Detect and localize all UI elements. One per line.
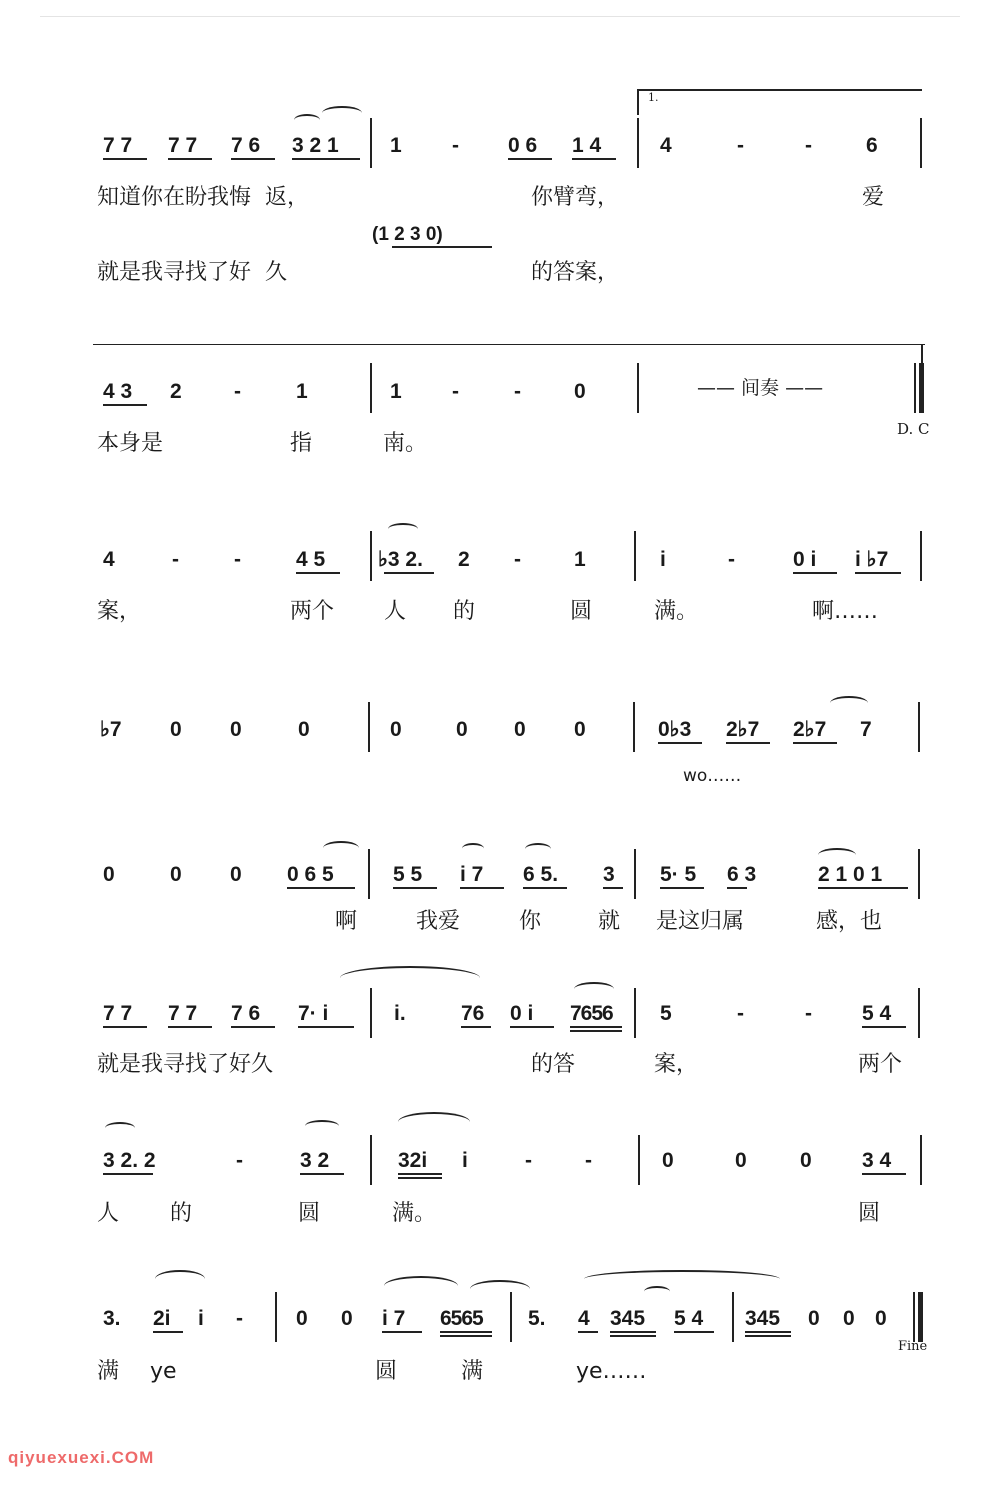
lyric: 本身是	[97, 431, 164, 456]
beam	[300, 1173, 344, 1175]
note: 3	[603, 863, 615, 886]
note: 5	[660, 1002, 672, 1025]
note-group: 7 7	[168, 1002, 198, 1025]
lyric: 圆	[570, 599, 593, 624]
note-group: 4 5	[296, 548, 326, 571]
beam	[660, 887, 704, 889]
note-group: i 7	[460, 863, 484, 886]
slur	[574, 982, 614, 996]
lyric: 我爱	[416, 909, 461, 934]
beam	[862, 1173, 906, 1175]
note: -	[236, 1149, 243, 1172]
beam	[578, 1331, 598, 1333]
note: -	[805, 1002, 812, 1025]
slur	[294, 114, 320, 126]
barline	[634, 849, 636, 899]
beam	[440, 1331, 492, 1333]
note-group: 3 2	[300, 1149, 330, 1172]
note: -	[452, 380, 459, 403]
beam	[287, 887, 355, 889]
lyric: 你臂弯，	[531, 185, 620, 210]
note: 2	[170, 380, 182, 403]
lyric: 啊……	[812, 599, 879, 624]
note: 0	[298, 718, 310, 741]
note-group: 7 7	[103, 1002, 133, 1025]
beam	[103, 158, 147, 160]
alt-notes: (1 2 3 0)	[372, 224, 443, 245]
note: 0	[230, 718, 242, 741]
note: 1	[296, 380, 308, 403]
note: 0	[296, 1307, 308, 1330]
note-group: 7 7	[103, 134, 133, 157]
note-group: i 7	[382, 1307, 406, 1330]
beam	[508, 158, 552, 160]
note: 0	[456, 718, 468, 741]
note-group: 7 6	[231, 1002, 261, 1025]
lyric: 案，	[97, 599, 142, 624]
note: 2	[458, 548, 470, 571]
note: -	[234, 380, 241, 403]
note: 0	[103, 863, 115, 886]
lyric: ye……	[576, 1359, 647, 1384]
barline	[920, 531, 922, 581]
final-barline	[918, 1292, 923, 1342]
note: -	[525, 1149, 532, 1172]
note-group: 7· i	[298, 1002, 329, 1025]
note: i	[660, 548, 666, 571]
note: -	[805, 134, 812, 157]
lyric: 圆	[298, 1201, 321, 1226]
lyric: 爱	[862, 185, 885, 210]
slur	[305, 1120, 339, 1132]
note: 4	[578, 1307, 590, 1330]
barline	[637, 118, 639, 168]
note-group: 7656	[570, 1002, 613, 1025]
beam	[231, 1026, 275, 1028]
note: 0	[230, 863, 242, 886]
slur	[584, 1270, 780, 1288]
slur	[462, 843, 484, 854]
lyric: 指	[290, 431, 313, 456]
slur	[830, 696, 868, 710]
barline	[370, 1135, 372, 1185]
note-group: i ♭7	[855, 548, 889, 571]
lyric: 就是我寻找了好 久	[97, 260, 287, 285]
note-group: 6565	[440, 1307, 483, 1330]
beam	[855, 572, 901, 574]
barline	[918, 849, 920, 899]
note: 0	[574, 718, 586, 741]
note: 0	[843, 1307, 855, 1330]
beam	[610, 1331, 656, 1333]
lyric: 知道你在盼我悔 返，	[97, 185, 309, 210]
beam	[460, 887, 504, 889]
beam	[103, 404, 147, 406]
note: 0	[662, 1149, 674, 1172]
note-group: 5 4	[862, 1002, 892, 1025]
beam	[658, 742, 702, 744]
slur	[644, 1286, 670, 1297]
note: 0	[875, 1307, 887, 1330]
note: 0	[341, 1307, 353, 1330]
note: 0	[800, 1149, 812, 1172]
note-group: 1 4	[572, 134, 602, 157]
note: -	[452, 134, 459, 157]
note-group: 2 1 0 1	[818, 863, 883, 886]
note-group: 0 i	[510, 1002, 534, 1025]
system-separator	[93, 344, 925, 345]
beam	[727, 887, 747, 889]
beam	[103, 1026, 147, 1028]
barline	[913, 1292, 915, 1342]
note: ♭7	[100, 718, 122, 741]
lyric: 感，也	[816, 909, 883, 934]
note: 1	[574, 548, 586, 571]
note-group: 345	[610, 1307, 646, 1330]
note: -	[514, 548, 521, 571]
beam	[523, 887, 567, 889]
note-group: 3 2. 2	[103, 1149, 156, 1172]
beam	[382, 1331, 422, 1333]
volta-bracket	[637, 89, 639, 115]
beam	[818, 887, 908, 889]
beam	[461, 1026, 491, 1028]
beam	[603, 887, 623, 889]
beam	[745, 1331, 791, 1333]
barline	[634, 531, 636, 581]
lyric: 案，	[654, 1052, 699, 1077]
lyric: 满	[461, 1359, 484, 1384]
beam	[392, 246, 492, 248]
beam	[674, 1331, 714, 1333]
barline	[637, 363, 639, 413]
note: -	[728, 548, 735, 571]
lyric: 的	[170, 1201, 193, 1226]
beam	[398, 1177, 442, 1179]
lyric: 满。	[392, 1201, 437, 1226]
note: -	[172, 548, 179, 571]
final-barline	[919, 363, 924, 413]
note: i	[462, 1149, 468, 1172]
note-group: 3 4	[862, 1149, 892, 1172]
lyric: 的答	[531, 1052, 576, 1077]
lyric: 两个	[858, 1052, 903, 1077]
barline	[370, 531, 372, 581]
note: 0	[735, 1149, 747, 1172]
note: 5.	[528, 1307, 546, 1330]
lyric: wo……	[683, 766, 742, 786]
barline	[918, 702, 920, 752]
lyric: 的答案，	[531, 260, 620, 285]
beam	[153, 1331, 183, 1333]
note-group: 32i	[398, 1149, 428, 1172]
lyric: 人	[97, 1201, 120, 1226]
note: -	[737, 1002, 744, 1025]
top-rule	[40, 16, 960, 17]
barline	[510, 1292, 512, 1342]
slur	[525, 843, 551, 855]
note-group: 76	[461, 1002, 485, 1025]
slur	[818, 848, 856, 862]
barline	[368, 849, 370, 899]
lyric: 圆	[858, 1201, 881, 1226]
volta-bracket-line	[637, 89, 922, 91]
note: -	[585, 1149, 592, 1172]
fine-marking: Fine	[898, 1339, 928, 1354]
beam	[292, 158, 360, 160]
beam	[296, 572, 340, 574]
lyric: 啊	[335, 909, 358, 934]
slur	[323, 841, 359, 855]
lyric: 圆	[375, 1359, 398, 1384]
note: 3.	[103, 1307, 121, 1330]
slur	[340, 966, 480, 990]
note: 0	[170, 863, 182, 886]
slur	[470, 1280, 530, 1298]
beam	[862, 1026, 906, 1028]
note-group: 5 4	[674, 1307, 704, 1330]
note-group: 2i	[153, 1307, 171, 1330]
lyric: 就是我寻找了好久	[97, 1052, 274, 1077]
beam	[726, 742, 770, 744]
note-group: 5 5	[393, 863, 423, 886]
note-group: 0♭3	[658, 718, 692, 741]
beam	[168, 158, 212, 160]
note: 7	[860, 718, 872, 741]
beam	[384, 572, 434, 574]
barline	[920, 1135, 922, 1185]
note: 4	[660, 134, 672, 157]
note: i	[198, 1307, 204, 1330]
beam	[231, 158, 275, 160]
note-group: 6 3	[727, 863, 757, 886]
note-group: 7 7	[168, 134, 198, 157]
note: 0	[390, 718, 402, 741]
note: 0	[170, 718, 182, 741]
lyric: 满	[97, 1359, 120, 1384]
barline	[633, 702, 635, 752]
beam	[570, 1026, 622, 1028]
lyric: 满。	[654, 599, 699, 624]
note-group: 6 5.	[523, 863, 559, 886]
interlude-marking: —— 间奏 ——	[697, 377, 824, 399]
note-group: 0 6	[508, 134, 538, 157]
note: -	[236, 1307, 243, 1330]
beam	[298, 1026, 354, 1028]
note: -	[514, 380, 521, 403]
note: -	[234, 548, 241, 571]
barline	[370, 988, 372, 1038]
note-group: 0 6 5	[287, 863, 334, 886]
lyric: 的	[453, 599, 476, 624]
barline	[370, 118, 372, 168]
beam	[570, 1030, 622, 1032]
note-group: ♭3 2.	[378, 548, 423, 571]
beam	[398, 1173, 442, 1175]
lyric: ye	[150, 1359, 177, 1384]
note-group: 2♭7	[793, 718, 827, 741]
slur	[384, 1276, 458, 1296]
beam	[168, 1026, 212, 1028]
beam	[793, 572, 837, 574]
note: -	[737, 134, 744, 157]
lyric: 你	[519, 909, 542, 934]
note: i.	[394, 1002, 406, 1025]
beam	[393, 887, 437, 889]
lyric: 人	[384, 599, 407, 624]
lyric: 就	[598, 909, 621, 934]
barline	[638, 1135, 640, 1185]
barline	[368, 702, 370, 752]
note-group: 5· 5	[660, 863, 697, 886]
beam	[440, 1335, 492, 1337]
note: 0	[514, 718, 526, 741]
beam	[510, 1026, 554, 1028]
volta-label: 1.	[648, 91, 659, 104]
barline	[370, 363, 372, 413]
note-group: 3 2 1	[292, 134, 339, 157]
note-group: 0 i	[793, 548, 817, 571]
beam	[745, 1335, 791, 1337]
slur	[155, 1270, 205, 1288]
note: 1	[390, 134, 402, 157]
lyric: 是这归属	[656, 909, 745, 934]
barline	[914, 363, 916, 413]
note-group: 2♭7	[726, 718, 760, 741]
slur	[105, 1122, 135, 1134]
dc-marking: D. C	[897, 420, 930, 438]
note: 6	[866, 134, 878, 157]
beam	[103, 1173, 153, 1175]
note-group: 345	[745, 1307, 781, 1330]
beam	[572, 158, 616, 160]
note: 0	[574, 380, 586, 403]
note-group: 4 3	[103, 380, 133, 403]
beam	[793, 742, 837, 744]
barline	[918, 988, 920, 1038]
barline	[634, 988, 636, 1038]
slur	[398, 1112, 470, 1132]
note: 4	[103, 548, 115, 571]
lyric: 两个	[290, 599, 335, 624]
slur	[322, 106, 362, 120]
barline	[275, 1292, 277, 1342]
bracket-end	[921, 344, 923, 364]
note: 1	[390, 380, 402, 403]
beam	[610, 1335, 656, 1337]
note: 0	[808, 1307, 820, 1330]
note-group: 7 6	[231, 134, 261, 157]
watermark-text: qiyuexuexi.COM	[8, 1448, 155, 1467]
barline	[732, 1292, 734, 1342]
lyric: 南。	[383, 431, 428, 456]
slur	[388, 523, 418, 535]
barline	[920, 118, 922, 168]
